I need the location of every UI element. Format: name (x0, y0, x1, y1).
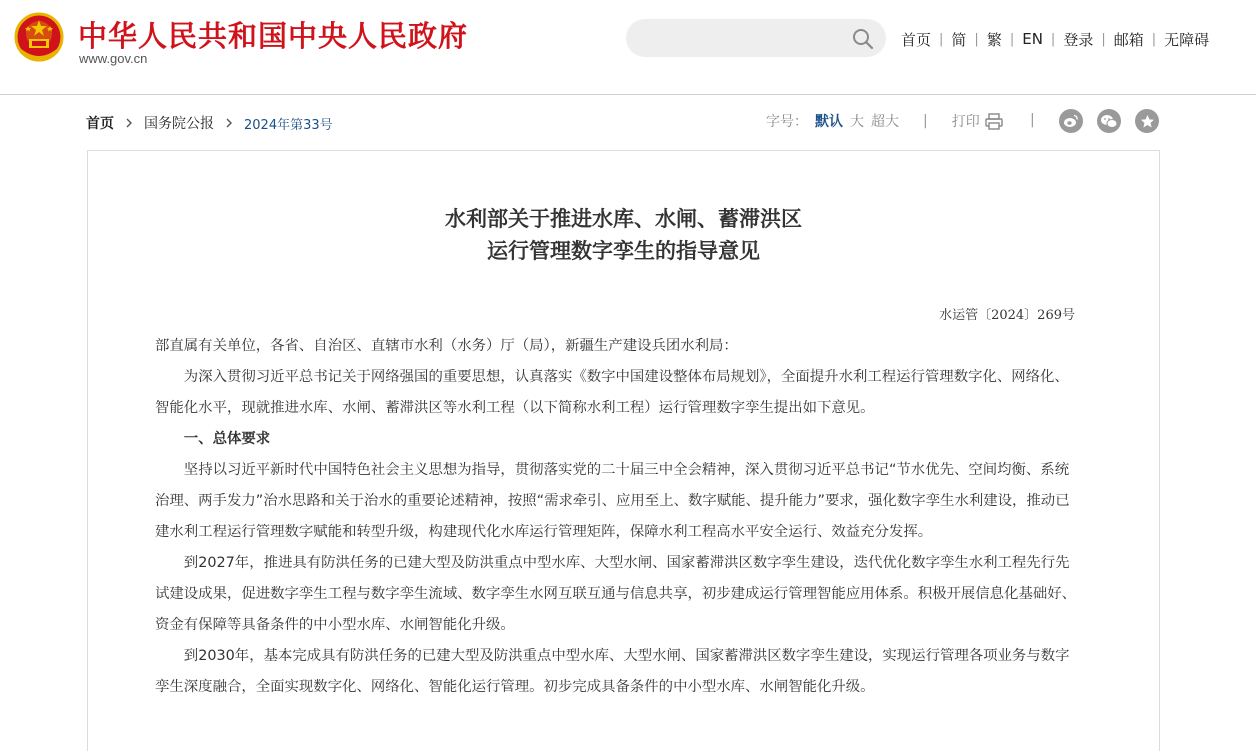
chevron-right-icon (225, 118, 233, 128)
article-title-line1: 水利部关于推进水库、水闸、蓄滞洪区 (445, 206, 802, 231)
favorite-star-icon[interactable] (1135, 109, 1159, 133)
article-body (155, 331, 1083, 703)
share-divider: | (1030, 112, 1035, 128)
font-size-large[interactable]: 大 (850, 114, 864, 130)
search-input[interactable] (642, 27, 846, 51)
print-button[interactable] (952, 111, 1003, 131)
nav-divider: | (974, 31, 979, 47)
chevron-right-icon (125, 118, 133, 128)
search-icon[interactable] (852, 28, 874, 50)
search-box (626, 19, 886, 57)
font-size-label: 字号： (766, 114, 808, 130)
paragraph: 坚持以习近平新时代中国特色社会主义思想为指导，贯彻落实党的二十届三中全会精神，深入贯彻习近平总书记“节水优先、空间均衡、系统治理、两手发力”治水思路和关于治水的重要论述精神，按照“需求牵引、应用至上、数字赋能、提升能力”要求，强化数字孪生水利建设，推动已建水利工程运行管理数字赋能和转型升级，构建现代化水库运行管理矩阵，保障水利工程高水平安全运行、效益充分发挥。 (155, 462, 1070, 540)
article-title-line2: 运行管理数字孪生的指导意见 (487, 238, 760, 263)
breadcrumb-toolbar-row (0, 94, 1256, 150)
breadcrumb-home[interactable]: 首页 (86, 116, 114, 132)
weibo-icon[interactable] (1059, 109, 1083, 133)
nav-divider: | (939, 31, 944, 47)
section-heading: 一、总体要求 (183, 431, 271, 447)
paragraph: 到2030年，基本完成具有防洪任务的已建大型及防洪重点中型水库、大型水闸、国家蓄滞洪区数字孪生建设，实现运行管理各项业务与数字孪生深度融合，全面实现数字化、网络化、智能化运行管理。初步完成具备条件的中小型水库、水闸智能化升级。 (155, 648, 1070, 695)
document-number: 水运管〔2024〕269号 (939, 308, 1075, 323)
nav-traditional[interactable]: 繁 (986, 30, 1002, 49)
salutation: 部直属有关单位，各省、自治区、直辖市水利（水务）厅（局），新疆生产建设兵团水利局： (155, 338, 738, 354)
nav-accessibility[interactable]: 无障碍 (1164, 30, 1210, 49)
breadcrumb (86, 113, 333, 133)
breadcrumb-current[interactable]: 2024年第33号 (244, 117, 333, 133)
nav-divider: | (1101, 31, 1106, 47)
article-card (87, 150, 1160, 751)
breadcrumb-section[interactable]: 国务院公报 (144, 116, 214, 132)
article-title (88, 203, 1159, 267)
tools-divider: | (923, 113, 928, 129)
top-nav (901, 28, 1209, 50)
print-label: 打印 (951, 114, 980, 130)
nav-english[interactable]: EN (1022, 30, 1043, 48)
wechat-icon[interactable] (1097, 109, 1121, 133)
paragraph: 到2027年，推进具有防洪任务的已建大型及防洪重点中型水库、大型水闸、国家蓄滞洪区数字孪生建设，迭代优化数字孪生水利工程先行先试建设成果，促进数字孪生工程与数字孪生流域、数字孪生水网互联互通与信息共享，初步建成运行管理智能应用体系。积极开展信息化基础好、资金有保障等具备条件的中小型水库、水闸智能化升级。 (155, 555, 1077, 633)
page-tools (766, 111, 1003, 131)
national-emblem-icon[interactable] (14, 12, 64, 64)
site-header (0, 0, 1256, 95)
nav-divider: | (1050, 31, 1056, 47)
nav-divider: | (1151, 31, 1157, 47)
paragraph: 为深入贯彻习近平总书记关于网络强国的重要思想，认真落实《数字中国建设整体布局规划》，全面提升水利工程运行管理数字化、网络化、智能化水平，现就推进水库、水闸、蓄滞洪区等水利工程（以下简称水利工程）运行管理数字孪生提出如下意见。 (155, 369, 1069, 416)
nav-simplified[interactable]: 简 (951, 30, 967, 49)
nav-home[interactable]: 首页 (901, 30, 932, 49)
font-size-default[interactable]: 默认 (815, 114, 843, 130)
nav-mailbox[interactable]: 邮箱 (1113, 30, 1144, 49)
site-name[interactable]: 中华人民共和国中央人民政府 (78, 19, 469, 53)
nav-login[interactable]: 登录 (1063, 30, 1094, 49)
nav-divider: | (1009, 31, 1015, 47)
share-icons (1059, 109, 1159, 133)
printer-icon (985, 113, 1003, 130)
font-size-xlarge[interactable]: 超大 (871, 114, 899, 130)
site-domain: www.gov.cn (79, 51, 148, 66)
